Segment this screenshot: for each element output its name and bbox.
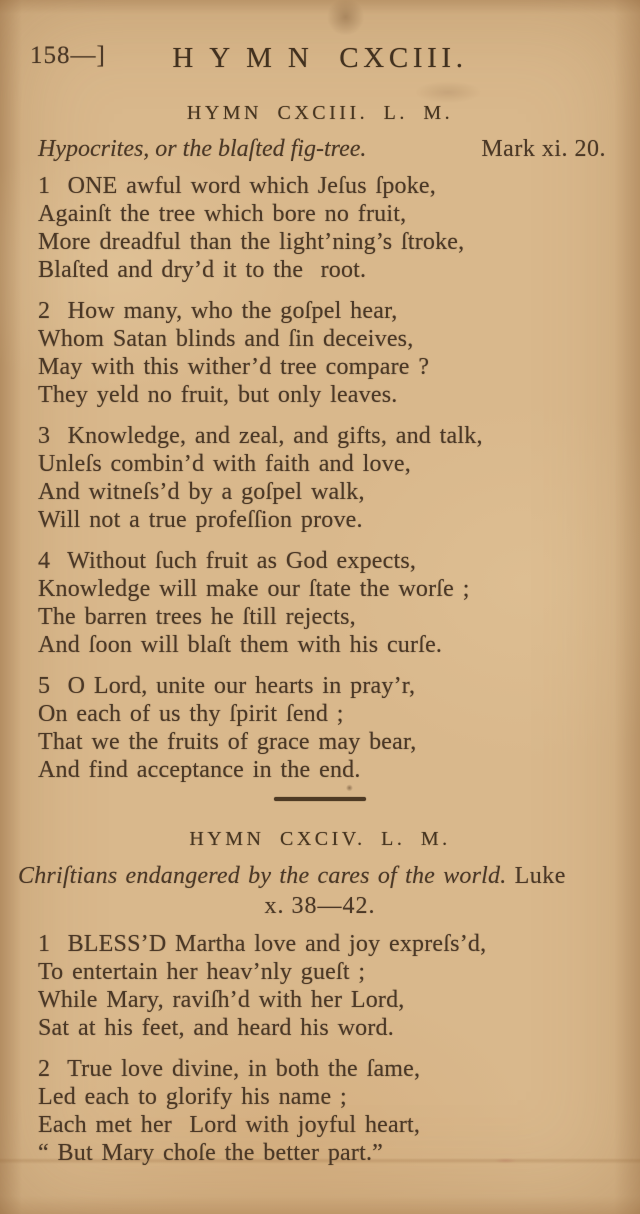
verse-line: 5 O Lord, unite our hearts in pray’r,	[38, 673, 416, 699]
verse-line: To entertain her heav’nly gueſt ;	[38, 959, 366, 985]
verse-line: On each of us thy ſpirit ſend ;	[38, 701, 344, 727]
hymn-193-section	[0, 102, 640, 784]
verse-line: Led each to glorify his name ;	[38, 1084, 347, 1110]
hymn-194-scripture-reference: Luke	[514, 863, 566, 889]
stanza	[38, 422, 622, 534]
page-number: 158—]	[30, 42, 106, 69]
hymn-194-scripture-verses: x. 38—42.	[264, 893, 376, 919]
verse-line: 2 True love divine, in both the ſame,	[38, 1056, 421, 1082]
verse-line: 4 Without ſuch fruit as God expects,	[38, 548, 417, 574]
verse-line: They yeld no fruit, but only leaves.	[38, 382, 398, 408]
verse-line: And find acceptance in the end.	[38, 757, 361, 783]
stanza	[38, 172, 622, 284]
verse-line: Whom Satan blinds and ſin deceives,	[38, 326, 414, 352]
running-head-word: HYMN	[172, 42, 325, 74]
verse-line: 3 Knowledge, and zeal, and gifts, and talk,	[38, 423, 483, 449]
stanza	[38, 930, 622, 1042]
verse-line: May with this wither’d tree compare ?	[38, 354, 430, 380]
hymn-194-subtitle	[18, 861, 626, 891]
running-head-number: CXCIII.	[339, 42, 468, 74]
verse-line: Blaſted and dry’d it to the root.	[38, 257, 367, 283]
verse-line: Unleſs combin’d with faith and love,	[38, 451, 411, 477]
hymn-193-scripture-reference: Mark xi. 20.	[481, 136, 606, 162]
section-divider	[274, 797, 366, 801]
verse-line: The barren trees he ſtill rejects,	[38, 604, 356, 630]
verse-line: That we the fruits of grace may bear,	[38, 729, 417, 755]
verse-line: And ſoon will blaſt them with his curſe.	[38, 632, 443, 658]
verse-line: Will not a true profeſſion prove.	[38, 507, 363, 533]
verse-line: 1 ONE awful word which Jeſus ſpoke,	[38, 173, 436, 199]
verse-line: More dreadful than the light’ning’s ſtroke,	[38, 229, 465, 255]
hymn-193-subtitle	[38, 136, 606, 163]
hymn-194-stanzas	[38, 930, 622, 1167]
hymn-194-section	[0, 828, 640, 1167]
stanza	[38, 547, 622, 659]
hymn-194-subtitle-text: Chriſtians endangered by the cares of the world.	[18, 863, 507, 889]
verse-line: 1 BLESS’D Martha love and joy expreſs’d,	[38, 931, 487, 957]
verse-line: Each met her Lord with joyful heart,	[38, 1112, 421, 1138]
verse-line: Knowledge will make our ſtate the worſe ;	[38, 576, 470, 602]
verse-line: Againſt the tree which bore no fruit,	[38, 201, 407, 227]
stanza	[38, 297, 622, 409]
stanza	[38, 672, 622, 784]
hymn-193-stanzas	[38, 172, 622, 784]
verse-line: 2 How many, who the goſpel hear,	[38, 298, 398, 324]
verse-line: “ But Mary choſe the better part.”	[38, 1140, 384, 1166]
hymn-193-heading: HYMN CXCIII. L. M.	[186, 102, 454, 124]
stanza	[38, 1055, 622, 1167]
hymn-193-subtitle-text: Hypocrites, or the blaſted fig-tree.	[38, 136, 367, 162]
verse-line: While Mary, raviſh’d with her Lord,	[38, 987, 405, 1013]
hymn-194-heading: HYMN CXCIV. L. M.	[189, 828, 451, 850]
verse-line: And witneſs’d by a goſpel walk,	[38, 479, 365, 505]
verse-line: Sat at his feet, and heard his word.	[38, 1015, 394, 1041]
